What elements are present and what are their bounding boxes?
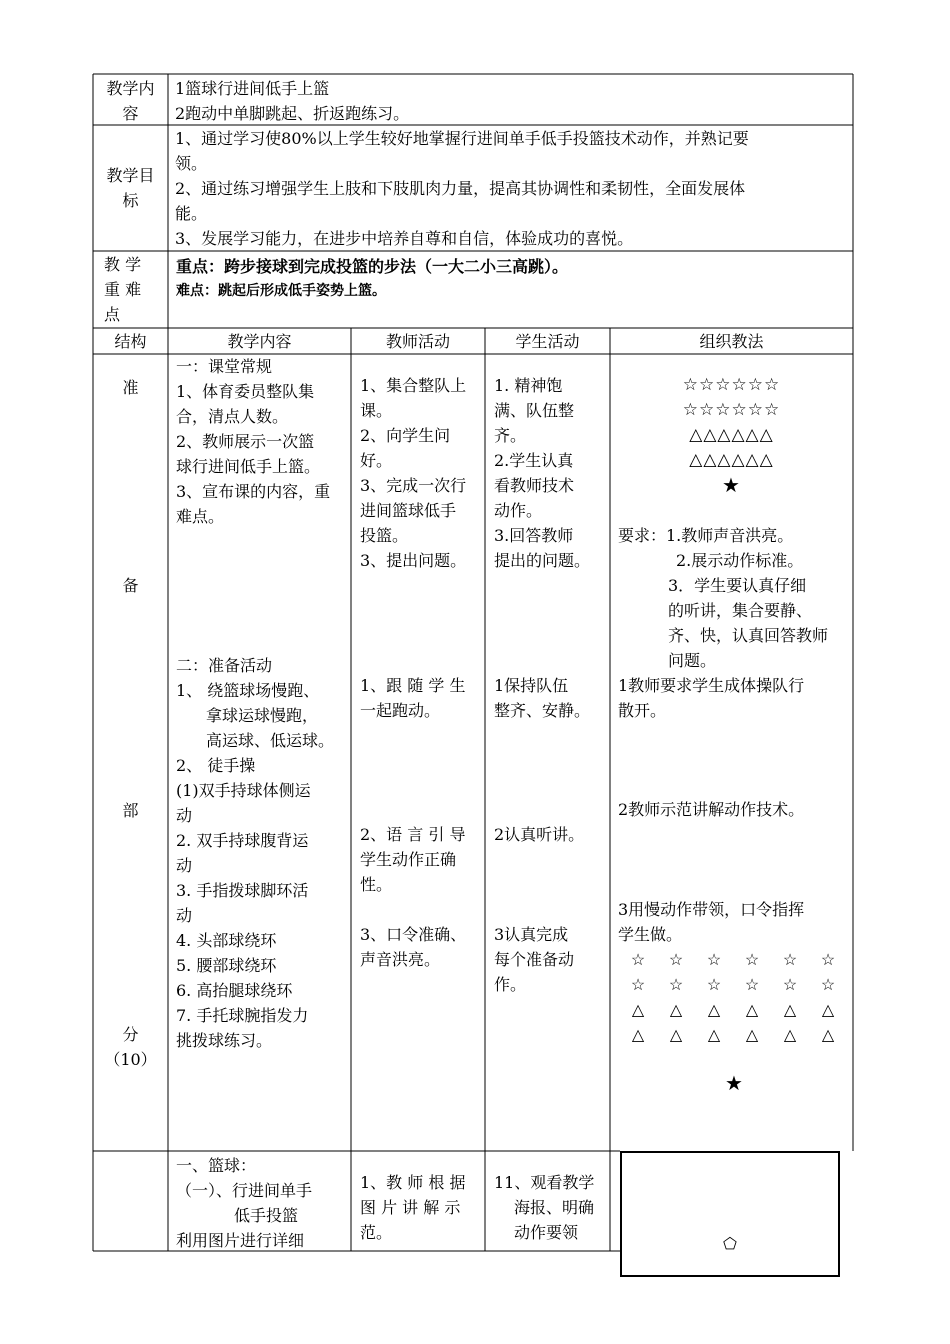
basic-teacher: 1、教 师 根 据 图 片 讲 解 示 范。 [360,1173,466,1242]
court-diagram-box [620,1151,840,1277]
teacher-guide: 2、语 言 引 导 学生动作正确 性。 [360,825,466,894]
student-complete: 3认真完成 每个准备动 作。 [494,925,575,994]
teacher-routine: 1、集合整队上 课。 2、向学生问 好。 3、完成一次行 进间篮球低手 投篮。 3、提出问题。 [360,376,467,570]
basic-student: 11、观看教学 海报、明确 动作要领 [494,1173,595,1242]
teacher-command: 3、口令准确、 声音洪亮。 [360,925,467,969]
basic-content: 一、篮球： （一）、行进间单手 低手投篮 利用图片进行详细 [176,1156,313,1250]
col-teacher: 教师活动 [385,332,450,351]
formation-diagram-b: ☆ ☆ ☆ ☆ ☆ ☆ ☆ ☆ ☆ ☆ ☆ ☆ △ △ △ △ △ △ △ △ △ △ △ △ [630,950,836,1044]
content-label: 教学内 容 [106,79,155,123]
student-order: 1保持队伍 整齐、安静。 [494,676,591,720]
teacher-position-icon-b: ★ [725,1071,743,1095]
goals-label: 教学目 标 [106,166,155,210]
method-step-1: 1教师要求学生成体操队行 散开。 [618,676,805,720]
col-structure: 结构 [114,332,147,351]
col-student: 学生活动 [515,332,580,351]
col-method: 组织教法 [699,332,764,351]
structure-duration: （10） [104,1050,157,1069]
student-listen: 2认真听讲。 [494,825,585,844]
method-step-3: 3用慢动作带领，口令指挥 学生做。 [618,900,805,944]
goals-text: 1、通过学习使80%以上学生较好地掌握行进间单手低手投篮技术动作，并熟记要 领。 2、通过练习增强学生上肢和下肢肌肉力量，提高其协调性和柔韧性，全面发展体 能。 3、发展学习能力，在进步中培养自尊和自信，体验成功的喜悦。 [175,129,749,248]
structure-char-4: 分 [122,1025,139,1044]
col-content: 教学内容 [227,332,292,351]
difficult-point: 难点：跳起后形成低手姿势上篮。 [176,283,386,299]
structure-char-2: 备 [122,576,139,595]
key-label: 教 学 重 难 点 [104,255,142,324]
structure-char-3: 部 [122,801,139,820]
teacher-position-icon: ★ [722,473,741,497]
formation-diagram: ☆☆☆☆☆☆ ☆☆☆☆☆☆ △△△△△△ △△△△△△ ★ [610,373,853,498]
teacher-run: 1、跟 随 学 生 一起跑动。 [360,676,466,720]
method-requirements: 要求：1.教师声音洪亮。 2.展示动作标准。 3．学生要认真仔细 的听讲，集合要静、 齐、快，认真回答教师 问题。 [618,526,829,670]
content-routine: 一：课堂常规 1、体育委员整队集 合，清点人数。 2、教师展示一次篮 球行进间低手上篮。 3、宣布课的内容，重 难点。 [176,357,331,526]
content-text: 1篮球行进间低手上篮 2跑动中单脚跳起、折返跑练习。 [175,79,410,123]
key-point: 重点：跨步接球到完成投篮的步法（一大二小三高跳）。 [176,257,569,276]
student-routine: 1. 精神饱 满、队伍整 齐。 2.学生认真 看教师技术 动作。 3.回答教师 提出的问题。 [494,376,591,570]
structure-char-1: 准 [122,378,139,397]
pentagon-icon: ⬠ [723,1234,737,1253]
content-warmup: 二：准备活动 1、 绕篮球场慢跑、 拿球运球慢跑， 高运球、低运球。 2、 徒手操 (1)双手持球体侧运 动 2. 双手持球腹背运 动 3. 手指拨球脚环活 动 4. 头部球绕环 5. 腰部球绕环 6. 高抬腿球绕环 7. 手托球腕指发力 挑拨球练习。 [176,656,335,1050]
method-step-2: 2教师示范讲解动作技术。 [618,800,805,819]
